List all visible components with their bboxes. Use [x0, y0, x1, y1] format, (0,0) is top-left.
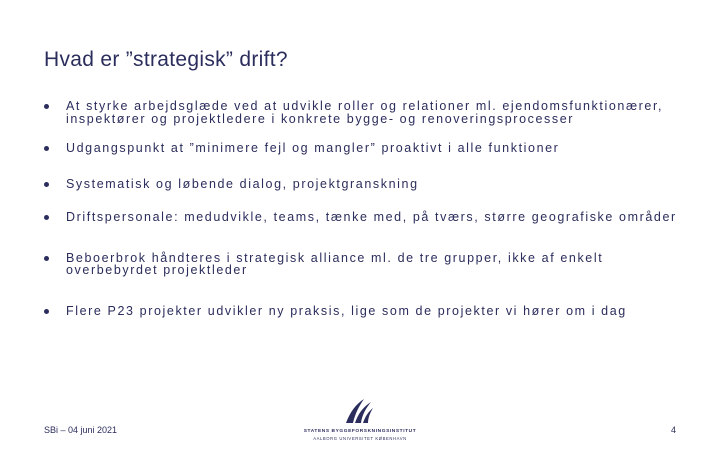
slide-title: Hvad er ”strategisk” drift?	[44, 48, 288, 71]
page-number: 4	[670, 425, 676, 435]
sbi-logo	[300, 398, 420, 442]
bullet-icon	[44, 146, 49, 151]
bullet-item	[44, 142, 684, 155]
bullet-text: Systematisk og løbende dialog, projektgranskning	[66, 176, 419, 191]
bullet-text: Flere P23 projekter udvikler ny praksis, lige som de projekter vi hører om i dag	[66, 303, 627, 318]
bullet-item	[44, 252, 684, 277]
bullet-text: Driftspersonale: medudvikle, teams, tænke med, på tværs, større geografiske områder	[66, 210, 677, 224]
sbi-logo-mark-icon	[344, 398, 374, 424]
logo-name: STATENS BYGGEFORSKNINGSINSTITUT	[303, 429, 417, 434]
bullet-text: At styrke arbejdsglæde ved at udvikle roller og relationer ml. ejendomsfunktionærer, inspektører og projektledere i konkrete bygge- og renoveringsprocesser	[66, 99, 664, 126]
bullet-list	[44, 100, 684, 317]
bullet-icon	[44, 256, 49, 261]
bullet-text: Udgangspunkt at ”minimere fejl og mangler” proaktivt i alle funktioner	[66, 141, 560, 155]
bullet-item	[44, 178, 684, 191]
bullet-item	[44, 305, 684, 318]
footer-date: SBi – 04 juni 2021	[44, 425, 118, 435]
bullet-text: Beboerbrok håndteres i strategisk alliance ml. de tre grupper, ikke af enkelt overbebyrdet projektleder	[66, 250, 604, 277]
bullet-icon	[44, 215, 49, 220]
bullet-icon	[44, 309, 49, 314]
bullet-item	[44, 211, 684, 224]
bullet-item	[44, 100, 684, 125]
bullet-icon	[44, 182, 49, 187]
logo-subtitle: AALBORG UNIVERSITET KØBENHAVN	[313, 436, 407, 441]
bullet-icon	[44, 104, 49, 109]
